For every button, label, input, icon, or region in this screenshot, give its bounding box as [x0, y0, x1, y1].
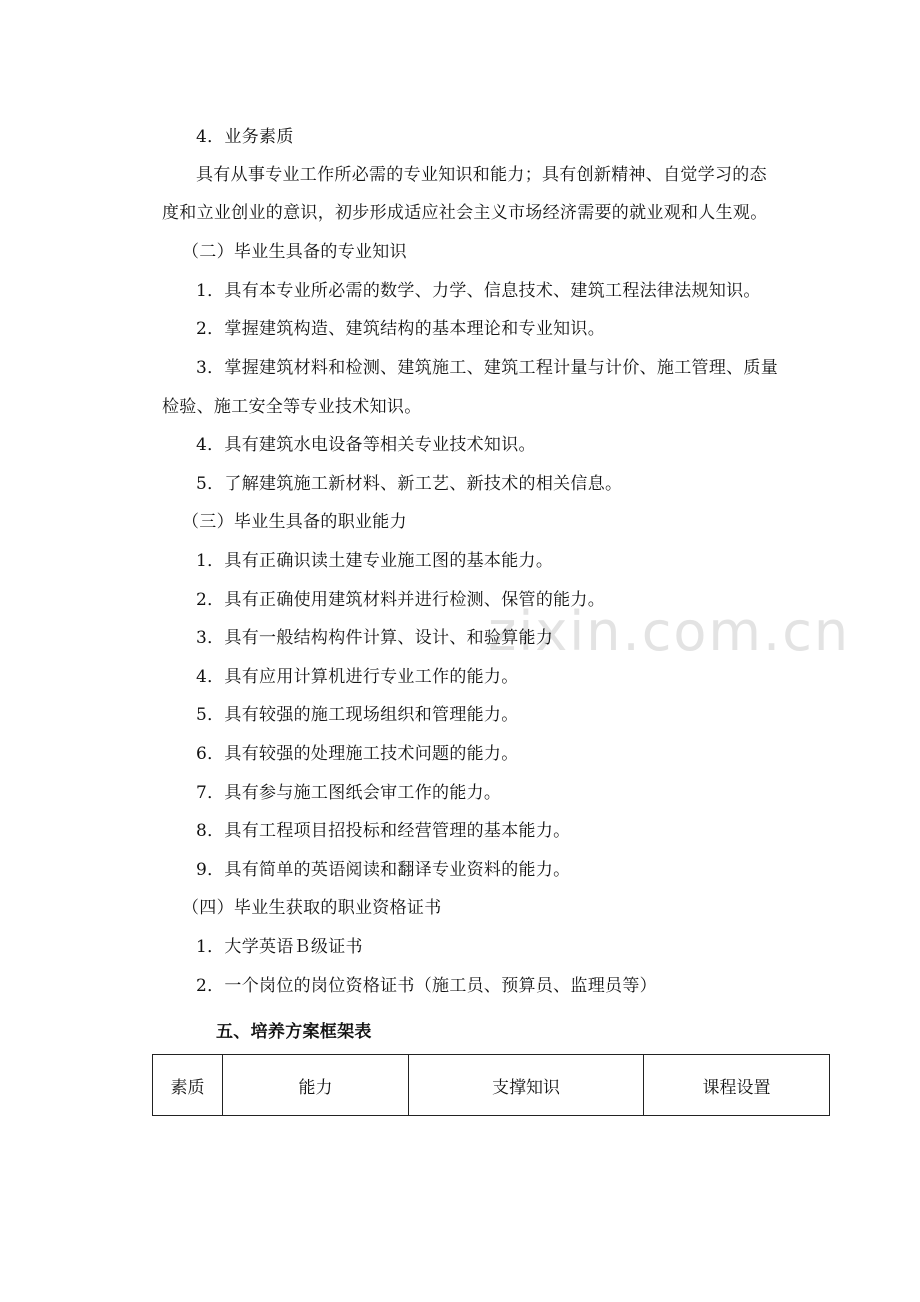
list-item: 9．具有简单的英语阅读和翻译专业资料的能力。: [196, 860, 571, 880]
watermark: zixin.com.cn: [488, 600, 851, 663]
list-item: 2．一个岗位的岗位资格证书（施工员、预算员、监理员等）: [196, 976, 657, 996]
table-header-cell: 能力: [223, 1055, 409, 1116]
list-item: 7．具有参与施工图纸会审工作的能力。: [196, 783, 502, 803]
list-item: 1．具有正确识读土建专业施工图的基本能力。: [196, 551, 554, 571]
list-item: 2．掌握建筑构造、建筑结构的基本理论和专业知识。: [196, 319, 606, 339]
table-header-row: [153, 1055, 830, 1116]
list-item: 4．具有建筑水电设备等相关专业技术知识。: [196, 435, 536, 455]
table-header-cell: 课程设置: [644, 1055, 830, 1116]
table-header-cell: 素质: [153, 1055, 223, 1116]
framework-table: [152, 1054, 830, 1116]
list-item: 3．掌握建筑材料和检测、建筑施工、建筑工程计量与计价、施工管理、质量: [196, 358, 779, 378]
list-item: 1．大学英语Ｂ级证书: [196, 937, 363, 957]
heading-business-quality: 4．业务素质: [196, 127, 294, 147]
list-item-continuation: 检验、施工安全等专业技术知识。: [162, 397, 422, 417]
table-header-cell: 支撑知识: [409, 1055, 644, 1116]
section-professional-knowledge: （二）毕业生具备的专业知识: [182, 242, 407, 262]
list-item: 5．具有较强的施工现场组织和管理能力。: [196, 705, 519, 725]
list-item: 1．具有本专业所必需的数学、力学、信息技术、建筑工程法律法规知识。: [196, 281, 761, 301]
section-professional-ability: （三）毕业生具备的职业能力: [182, 512, 407, 532]
list-item: 8．具有工程项目招投标和经营管理的基本能力。: [196, 821, 571, 841]
list-item: 4．具有应用计算机进行专业工作的能力。: [196, 667, 519, 687]
list-item: 5．了解建筑施工新材料、新工艺、新技术的相关信息。: [196, 474, 623, 494]
section-certificates: （四）毕业生获取的职业资格证书: [182, 898, 442, 918]
paragraph-line: 具有从事专业工作所必需的专业知识和能力；具有创新精神、自觉学习的态: [196, 165, 767, 185]
list-item: 2．具有正确使用建筑材料并进行检测、保管的能力。: [196, 590, 606, 610]
paragraph-line: 度和立业创业的意识，初步形成适应社会主义市场经济需要的就业观和人生观。: [162, 203, 768, 223]
section-heading-framework: 五、培养方案框架表: [216, 1022, 372, 1042]
list-item: 6．具有较强的处理施工技术问题的能力。: [196, 744, 519, 764]
list-item: 3．具有一般结构构件计算、设计、和验算能力: [196, 628, 554, 648]
